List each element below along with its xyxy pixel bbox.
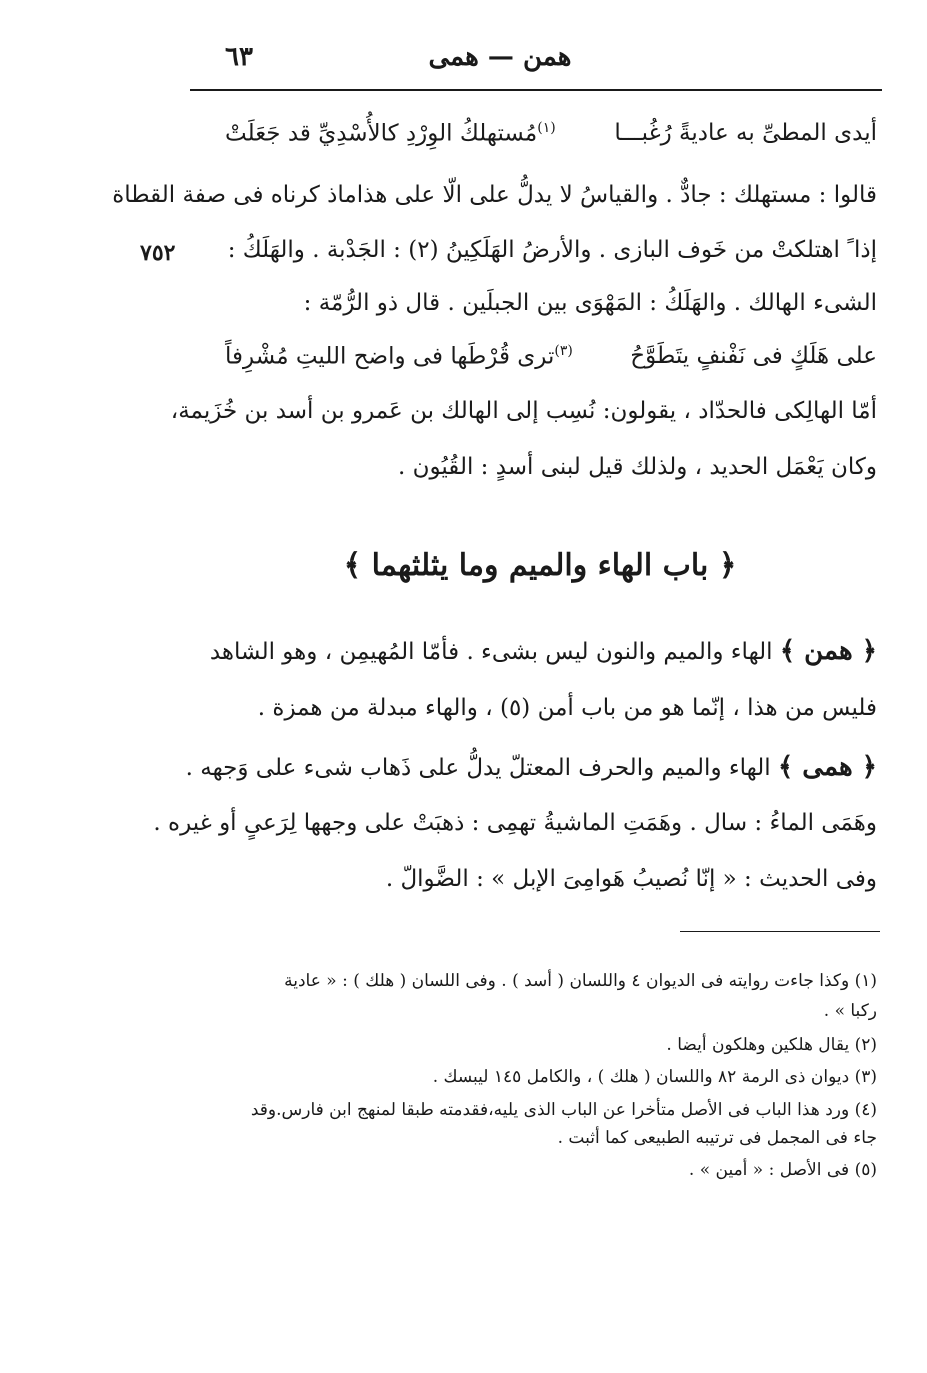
footnote-5: (٥) فى الأصل : « أمين » . (688, 1160, 877, 1180)
entry-head-hmy: ﴿ همى ﴾ (778, 752, 877, 782)
entry-hmn-line2: فليس من هذا ، إنّما هو من باب أمن (٥) ، والهاء مبدلة من همزة . (257, 695, 877, 721)
footnote-2: (٢) يقال هلكين وهلكون أيضا . (666, 1035, 877, 1055)
entry-hmy-line3: وفى الحديث : « إنّا نُصيبُ هَوامِىَ الإبل » : الضَّوالّ . (385, 866, 877, 892)
text-line: وكان يَعْمَل الحديد ، ولذلك قيل لبنى أسدٍ : القُيُون . (397, 454, 877, 480)
footnote-3: (٣) ديوان ذى الرمة ٨٢ واللسان ( هلك ) ، والكامل ١٤٥ ليبسك . (432, 1067, 877, 1087)
entry-hmy-line2: وهَمَى الماءُ : سال . وهَمَتِ الماشيةُ تهمِى : ذهبَتْ على وجهها لِرَعىٍ أو غيره . (153, 810, 877, 836)
entry-hmy-line1 (186, 752, 877, 783)
entry-head-hmn: ﴿ همن ﴾ (779, 636, 877, 666)
entry-hmn-text: الهاء والميم والنون ليس بشىء . فأمّا المُهيمِن ، وهو الشاهد (209, 639, 773, 665)
footnote-ref: (٣) (554, 343, 573, 359)
entry-number: ٧٥٢ (140, 240, 176, 266)
verse1-hemistich-right: أيدى المطىِّ به عاديةً رُغُبـــا (614, 120, 877, 146)
text-line: الشىء الهالك . والهَلَكُ : المَهْوَى بين الجبلَين . قال ذو الرُّمّة : (303, 290, 877, 316)
entry-hmy-text: الهاء والميم والحرف المعتلّ يدلُّ على ذَهاب شىء على وَجهه . (185, 755, 771, 781)
text-line: أمّا الهالِكى فالحدّاد ، يقولون: نُسِب إلى الهالك بن عَمرو بن أسد بن خُزَيمة، (170, 398, 877, 424)
page-number: ٦٣ (225, 42, 253, 72)
verse2-hemistich-right: على هَلَكٍ فى نَفْنفٍ يتَطَوَّحُ (630, 343, 877, 369)
footnote-4-cont: جاء فى المجمل فى ترتيبه الطبيعى كما أثبت . (557, 1128, 877, 1148)
verse1-hemistich-left: $^{(١)}$مُستهلكُ الوِرْدِ كالأُسْدِيِّ قد جَعَلَتْ (225, 120, 556, 147)
entry-hmn-line1 (210, 636, 877, 667)
footnote-4: (٤) ورد هذا الباب فى الأصل متأخرا عن الباب الذى يليه،فقدمته طبقا لمنهج ابن فارس.وقد (250, 1100, 877, 1120)
verse2-hemistich-left: $^{(٣)}$ترى قُرْطَها فى واضح الليتِ مُشْرِفاً (225, 343, 573, 370)
header-divider (190, 89, 882, 91)
footnote-ref: (١) (537, 120, 556, 136)
footnote-divider (680, 931, 880, 932)
footnote-1-cont: ركبا » . (823, 1001, 877, 1021)
footnote-1: (١) وكذا جاءت روايته فى الديوان ٤ واللسان ( أسد ) . وفى اللسان ( هلك ) : « عادية (284, 971, 877, 991)
text-line: قالوا : مستهلك : جادٌّ . والقياسُ لا يدلُّ على الّا على هذاماذ كرناه فى صفة القطاة (112, 182, 877, 208)
running-title: همن — همى (428, 42, 572, 72)
chapter-title: ﴿ باب الهاء والميم وما يثلثهما ﴾ (343, 548, 737, 583)
text-line: إذا ً اهتلكتْ من خَوف البازى . والأرضُ الهَلَكِينُ (٢) : الجَدْبة . والهَلَكُ : (227, 237, 877, 263)
